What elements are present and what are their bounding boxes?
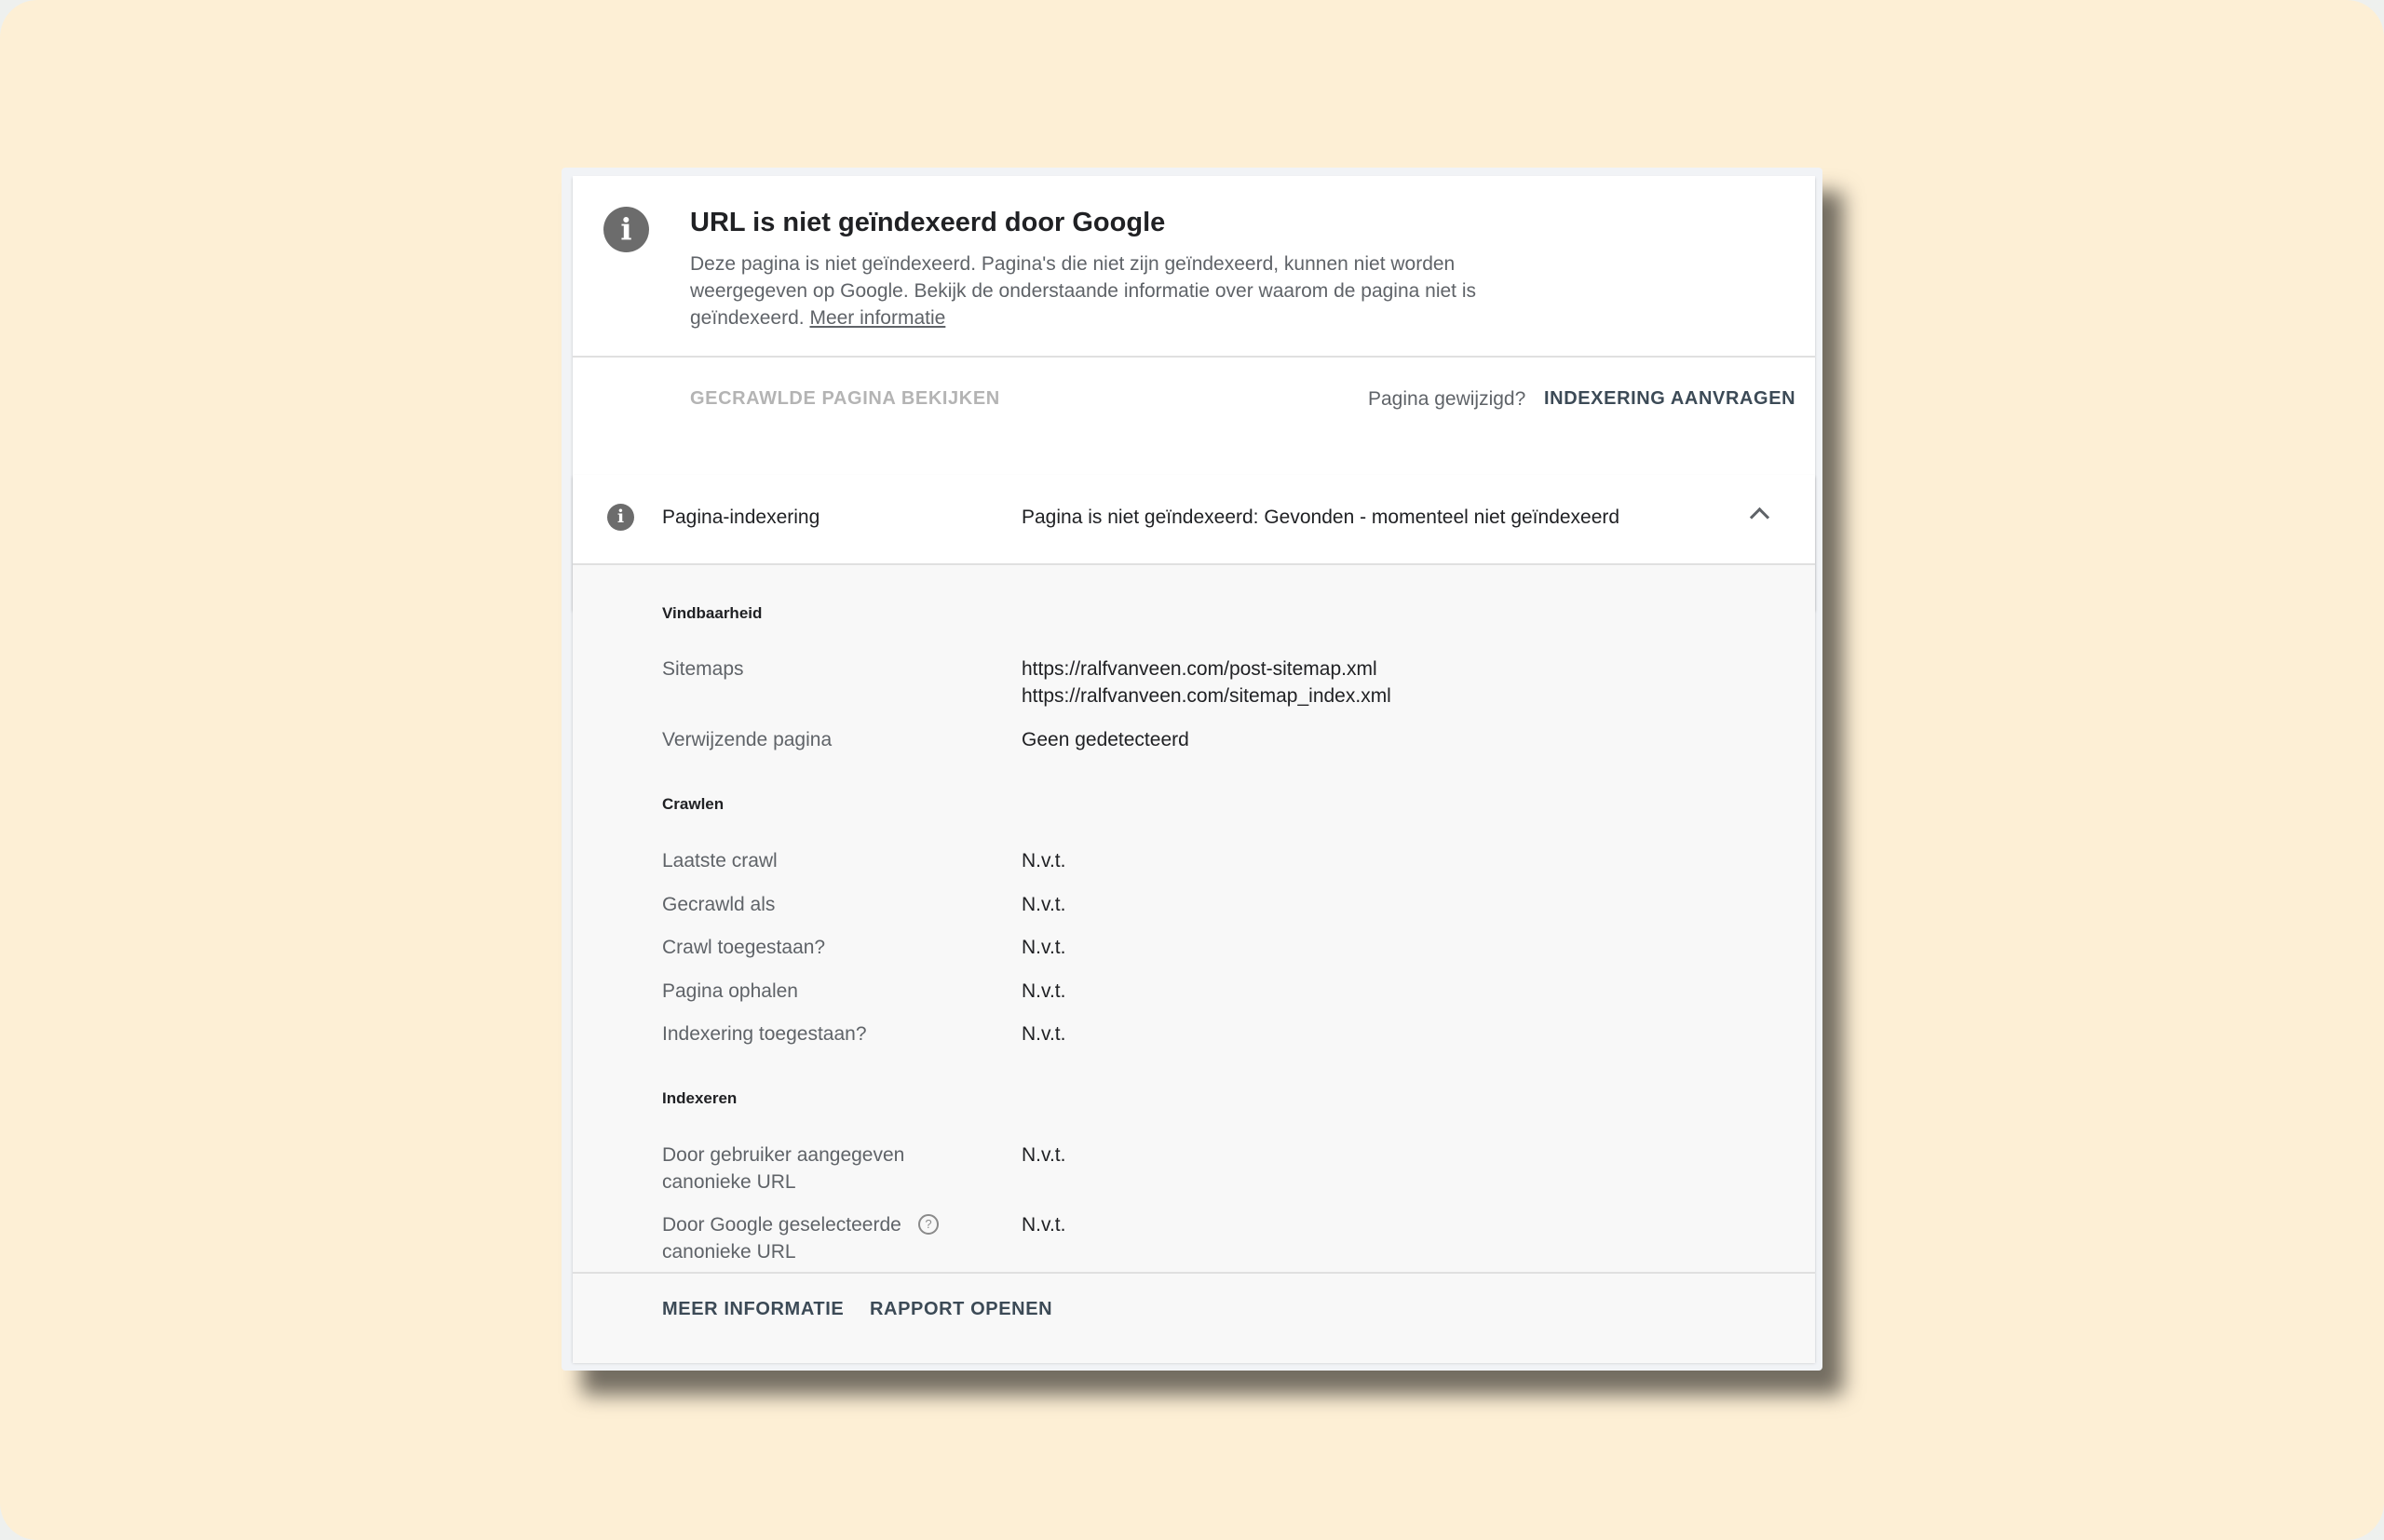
crawl-allowed-value: N.v.t. bbox=[1022, 937, 1066, 958]
info-icon: i bbox=[607, 504, 634, 531]
sitemaps-label: Sitemaps bbox=[662, 658, 744, 680]
last-crawl-value: N.v.t. bbox=[1022, 850, 1066, 871]
sitemap-link[interactable]: https://ralfvanveen.com/sitemap_index.xml bbox=[1022, 685, 1391, 707]
page-indexing-status: Pagina is niet geïndexeerd: Gevonden - momenteel niet geïndexeerd bbox=[1022, 507, 1620, 528]
section-heading-crawl: Crawlen bbox=[662, 795, 725, 813]
help-icon[interactable]: ? bbox=[918, 1214, 939, 1235]
google-canonical-value: N.v.t. bbox=[1022, 1214, 1066, 1236]
section-heading-discoverability: Vindbaarheid bbox=[662, 604, 763, 622]
screenshot-frame bbox=[562, 168, 1822, 1371]
user-canonical-value: N.v.t. bbox=[1022, 1144, 1066, 1166]
page-indexing-label: Pagina-indexering bbox=[662, 507, 820, 528]
referring-page-value: Geen gedetecteerd bbox=[1022, 729, 1189, 750]
open-report-button[interactable]: RAPPORT OPENEN bbox=[870, 1299, 1053, 1319]
request-indexing-button[interactable]: INDEXERING AANVRAGEN bbox=[1544, 388, 1796, 409]
crawl-allowed-label: Crawl toegestaan? bbox=[662, 937, 826, 958]
page-indexing-header[interactable] bbox=[573, 475, 1815, 565]
section-heading-indexing: Indexeren bbox=[662, 1089, 738, 1107]
google-canonical-label bbox=[662, 1211, 960, 1265]
referring-page-label: Verwijzende pagina bbox=[662, 729, 833, 750]
view-crawled-page-button[interactable]: GECRAWLDE PAGINA BEKIJKEN bbox=[690, 388, 1000, 409]
page-indexing-card bbox=[573, 475, 1815, 1361]
divider bbox=[573, 356, 1815, 358]
status-title: URL is niet geïndexeerd door Google bbox=[690, 208, 1166, 237]
page-indexing-footer bbox=[573, 1272, 1815, 1363]
status-description-text: Deze pagina is niet geïndexeerd. Pagina's die niet zijn geïndexeerd, kunnen niet worden weergegeven op Google. Bekijk de onderstaande informatie over waarom de pagina niet is geïndexeerd. bbox=[690, 253, 1477, 329]
more-info-button[interactable]: MEER INFORMATIE bbox=[662, 1299, 845, 1319]
page-fetch-value: N.v.t. bbox=[1022, 980, 1066, 1002]
crawled-as-value: N.v.t. bbox=[1022, 894, 1066, 915]
google-canonical-label-text: Door Google geselecteerde canonieke URL bbox=[662, 1214, 901, 1263]
page-fetch-label: Pagina ophalen bbox=[662, 980, 798, 1002]
sitemap-link[interactable]: https://ralfvanveen.com/post-sitemap.xml bbox=[1022, 658, 1377, 680]
user-canonical-label: Door gebruiker aangegeven canonieke URL bbox=[662, 1144, 905, 1193]
page-changed-label: Pagina gewijzigd? bbox=[1368, 388, 1526, 410]
chevron-up-icon[interactable] bbox=[1750, 507, 1769, 527]
page-indexing-details bbox=[573, 565, 1815, 1272]
crawled-as-label: Gecrawld als bbox=[662, 894, 776, 915]
learn-more-link[interactable]: Meer informatie bbox=[809, 307, 946, 329]
last-crawl-label: Laatste crawl bbox=[662, 850, 778, 871]
status-description bbox=[690, 250, 1500, 331]
indexing-allowed-value: N.v.t. bbox=[1022, 1023, 1066, 1045]
info-icon: i bbox=[603, 207, 649, 252]
indexing-allowed-label: Indexering toegestaan? bbox=[662, 1023, 867, 1045]
